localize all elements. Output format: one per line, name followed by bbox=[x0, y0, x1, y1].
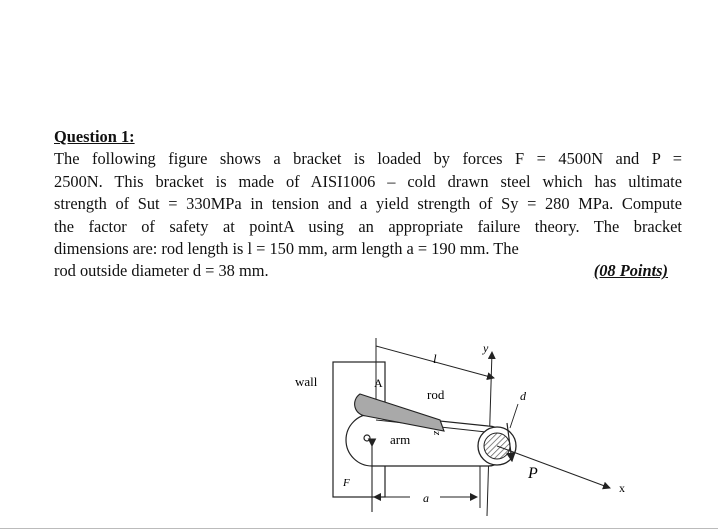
d-leader bbox=[510, 404, 518, 428]
label-rod: rod bbox=[427, 387, 445, 402]
x-axis bbox=[497, 446, 610, 488]
question-line-5: dimensions are: rod length is l = 150 mm, arm length a = 190 mm. The bbox=[54, 239, 519, 259]
label-a: a bbox=[423, 491, 429, 505]
label-point-a: A bbox=[374, 376, 383, 390]
question-line-2: 2500N. This bracket is made of AISI1006 – cold drawn steel which has ultimate bbox=[54, 171, 682, 191]
label-d: d bbox=[520, 389, 526, 403]
points-label: (08 Points) bbox=[593, 261, 668, 281]
question-line-6: rod outside diameter d = 38 mm. bbox=[54, 261, 269, 281]
label-wall: wall bbox=[295, 374, 318, 389]
label-x: x bbox=[619, 481, 625, 495]
mount-hole bbox=[364, 435, 370, 441]
question-block bbox=[54, 126, 682, 283]
question-line-3: strength of Sut = 330MPa in tension and a yield strength of Sy = 280 MPa. Compute bbox=[54, 194, 682, 214]
question-line-6-wrap bbox=[54, 260, 682, 282]
label-z: z bbox=[431, 431, 443, 436]
page-bottom-rule bbox=[0, 528, 718, 529]
label-l: l bbox=[433, 351, 437, 366]
label-y: y bbox=[483, 341, 489, 355]
label-p: P bbox=[528, 465, 538, 482]
question-line-4: the factor of safety at pointA using an appropriate failure theory. The bracket bbox=[54, 216, 682, 236]
label-f: F bbox=[343, 477, 350, 489]
bracket-figure bbox=[280, 316, 640, 516]
question-line-1: The following figure shows a bracket is loaded by forces F = 4500N and P = bbox=[54, 149, 682, 169]
question-title: Question 1: bbox=[54, 127, 135, 146]
label-arm: arm bbox=[390, 432, 411, 447]
